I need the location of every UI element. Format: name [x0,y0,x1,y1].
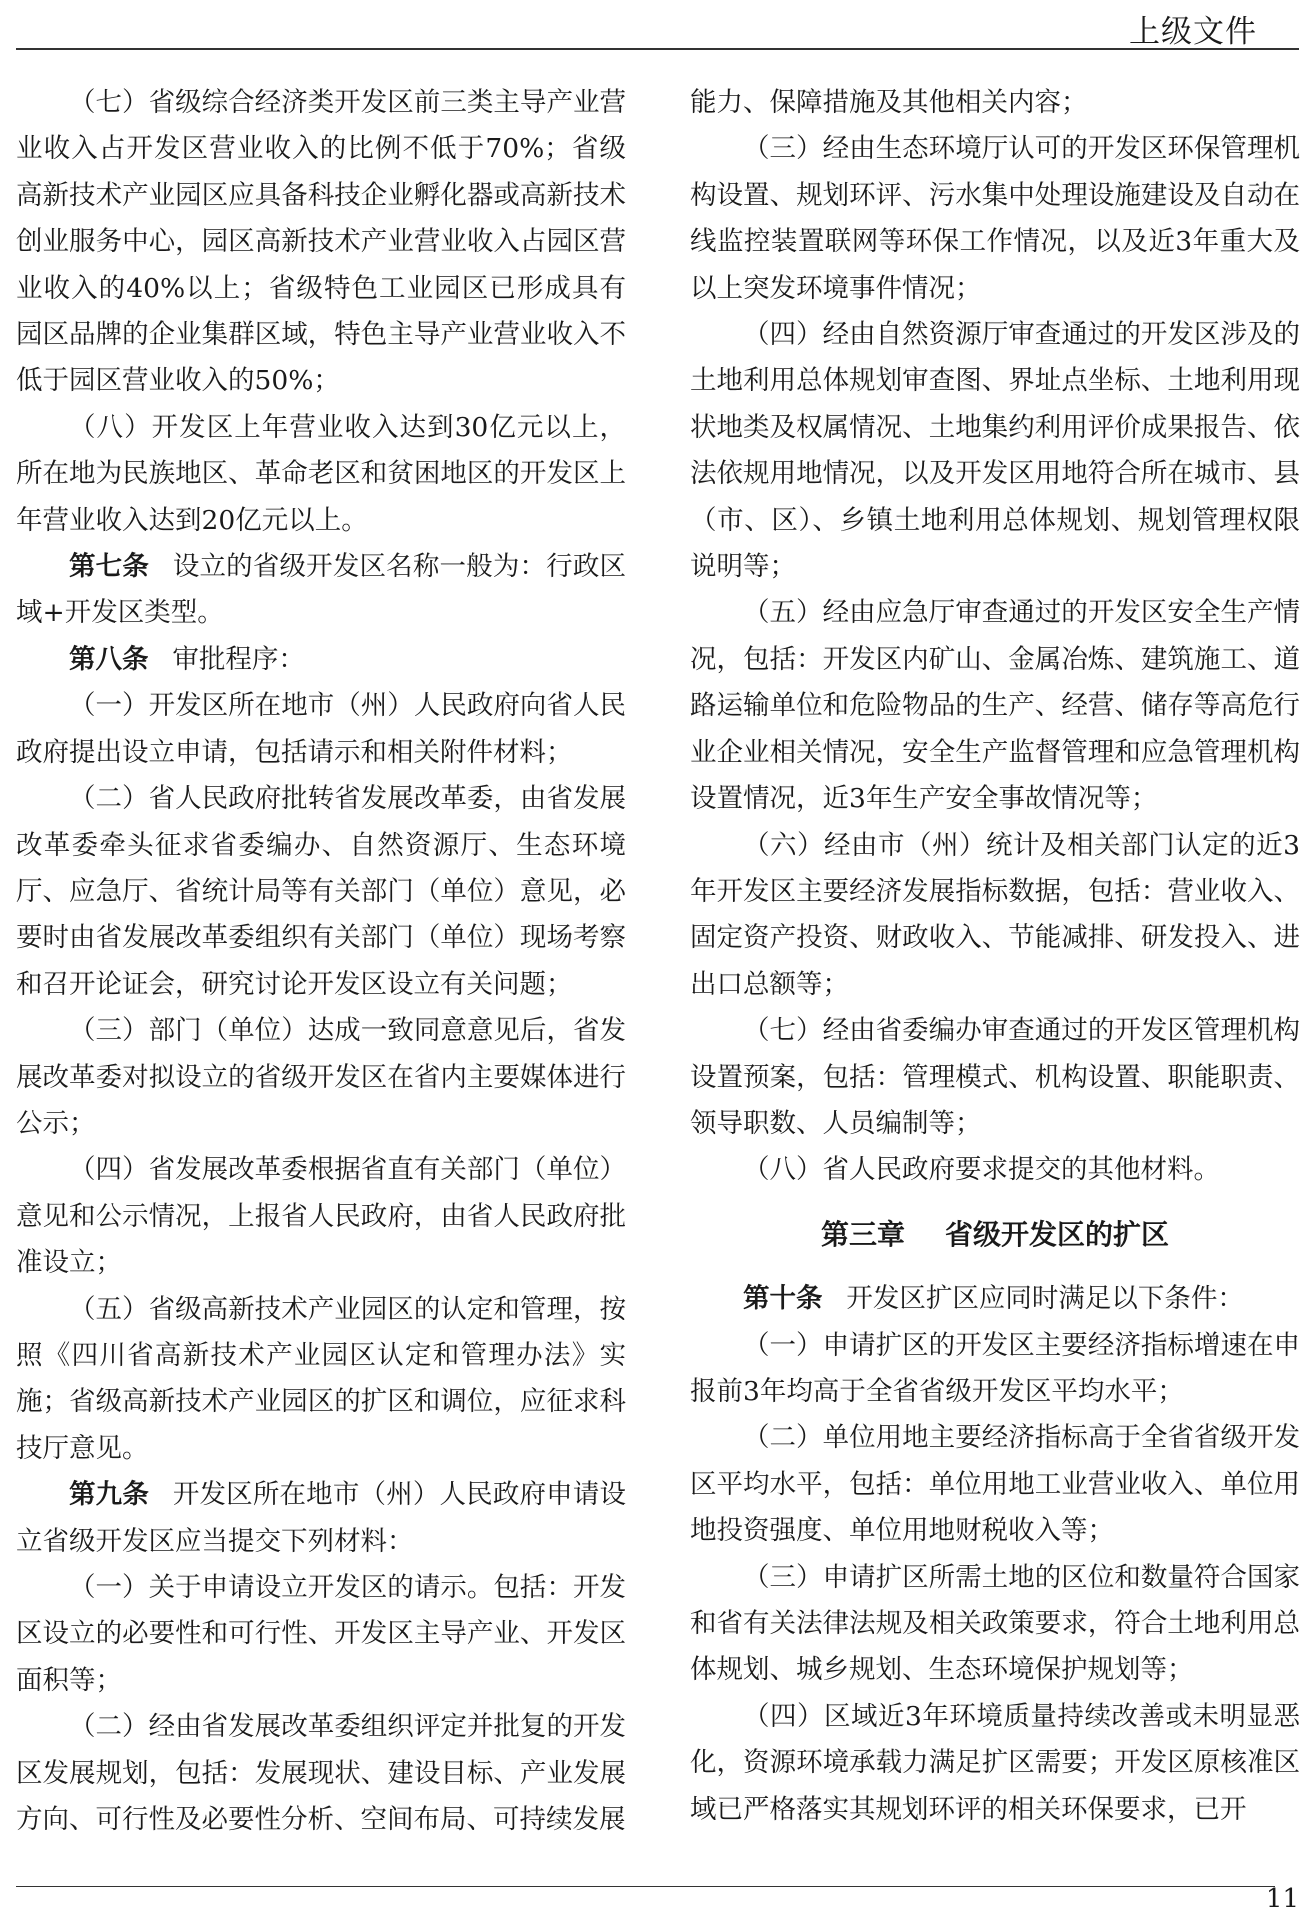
chapter-title: 省级开发区的扩区 [945,1217,1170,1251]
left-column [16,80,626,1843]
paragraph: （二）省人民政府批转省发展改革委，由省发展改革委牵头征求省委编办、自然资源厅、生态环境厅、应急厅、省统计局等有关部门（单位）意见，必要时由省发展改革委组织有关部门（单位）现场考察和召开论证会，研究讨论开发区设立有关问题； [16,783,626,1000]
paragraph: （三）经由生态环境厅认可的开发区环保管理机构设置、规划环评、污水集中处理设施建设及自动在线监控装置联网等环保工作情况，以及近3年重大及以上突发环境事件情况； [690,133,1300,304]
paragraph: （一）关于申请设立开发区的请示。包括：开发区设立的必要性和可行性、开发区主导产业、开发区面积等； [16,1572,626,1696]
article-text: 设立的省级开发区名称一般为：行政区域+开发区类型。 [16,551,627,629]
paragraph: 能力、保障措施及其他相关内容； [690,87,1088,118]
paragraph: （七）省级综合经济类开发区前三类主导产业营业收入占开发区营业收入的比例不低于70%；省级高新技术产业园区应具备科技企业孵化器或高新技术创业服务中心，园区高新技术产业营业收入占园区营业收入的40%以上；省级特色工业园区已形成具有园区品牌的企业集群区域，特色主导产业营业收入不低于园区营业收入的50%； [16,87,626,397]
article-9 [16,1472,626,1565]
paragraph: （二）单位用地主要经济指标高于全省省级开发区平均水平，包括：单位用地工业营业收入、单位用地投资强度、单位用地财税收入等； [690,1422,1300,1547]
article-8 [16,637,626,683]
footer-divider [16,1886,1275,1887]
article-label: 第九条 [69,1479,149,1511]
running-header-title: 上级文件 [1129,14,1257,50]
paragraph: （六）经由市（州）统计及相关部门认定的近3年开发区主要经济发展指标数据，包括：营业收入、固定资产投资、财政收入、节能减排、研发投入、进出口总额等； [690,829,1300,1000]
article-label: 第八条 [69,643,149,675]
article-text: 开发区所在地市（州）人民政府申请设立省级开发区应当提交下列材料： [16,1479,627,1557]
paragraph: （八）开发区上年营业收入达到30亿元以上，所在地为民族地区、革命老区和贫困地区的开发区上年营业收入达到20亿元以上。 [16,411,626,536]
paragraph: （四）区域近3年环境质量持续改善或未明显恶化，资源环境承载力满足扩区需要；开发区原核准区域已严格落实其规划环评的相关环保要求，已开 [690,1700,1300,1825]
paragraph: （三）申请扩区所需土地的区位和数量符合国家和省有关法律法规及相关政策要求，符合土地利用总体规划、城乡规划、生态环境保护规划等； [690,1561,1300,1686]
article-label: 第十条 [743,1283,823,1315]
page-number: 11 [1265,1884,1299,1914]
article-text: 开发区扩区应同时满足以下条件： [846,1283,1244,1315]
paragraph: （三）部门（单位）达成一致同意意见后，省发展改革委对拟设立的省级开发区在省内主要媒体进行公示； [16,1015,626,1139]
right-column [690,80,1300,1833]
paragraph: （一）申请扩区的开发区主要经济指标增速在申报前3年均高于全省省级开发区平均水平； [690,1329,1300,1407]
header-divider [16,48,1299,50]
paragraph: （五）经由应急厅审查通过的开发区安全生产情况，包括：开发区内矿山、金属冶炼、建筑施工、道路运输单位和危险物品的生产、经营、储存等高危行业企业相关情况，安全生产监督管理和应急管理机构设置情况，近3年生产安全事故情况等； [690,597,1300,815]
article-7 [16,544,626,637]
paragraph: （五）省级高新技术产业园区的认定和管理，按照《四川省高新技术产业园区认定和管理办法》实施；省级高新技术产业园区的扩区和调位，应征求科技厅意见。 [16,1293,626,1464]
paragraph: （七）经由省委编办审查通过的开发区管理机构设置预案，包括：管理模式、机构设置、职能职责、领导职数、人员编制等； [690,1015,1300,1139]
paragraph: （四）经由自然资源厅审查通过的开发区涉及的土地利用总体规划审查图、界址点坐标、土地利用现状地类及权属情况、土地集约利用评价成果报告、依法依规用地情况，以及开发区用地符合所在城市、县（市、区）、乡镇土地利用总体规划、规划管理权限说明等； [690,319,1300,583]
chapter-number: 第三章 [820,1217,905,1251]
paragraph: （八）省人民政府要求提交的其他材料。 [743,1154,1220,1186]
paragraph: （四）省发展改革委根据省直有关部门（单位）意见和公示情况，上报省人民政府，由省人民政府批准设立； [16,1154,626,1279]
article-10 [690,1276,1300,1322]
paragraph: （二）经由省发展改革委组织评定并批复的开发区发展规划，包括：发展现状、建设目标、产业发展方向、可行性及必要性分析、空间布局、可持续发展 [16,1711,626,1836]
paragraph: （一）开发区所在地市（州）人民政府向省人民政府提出设立申请，包括请示和相关附件材料； [16,690,626,768]
chapter-heading [690,1212,1300,1258]
article-text: 审批程序： [172,643,305,675]
article-label: 第七条 [69,551,149,583]
